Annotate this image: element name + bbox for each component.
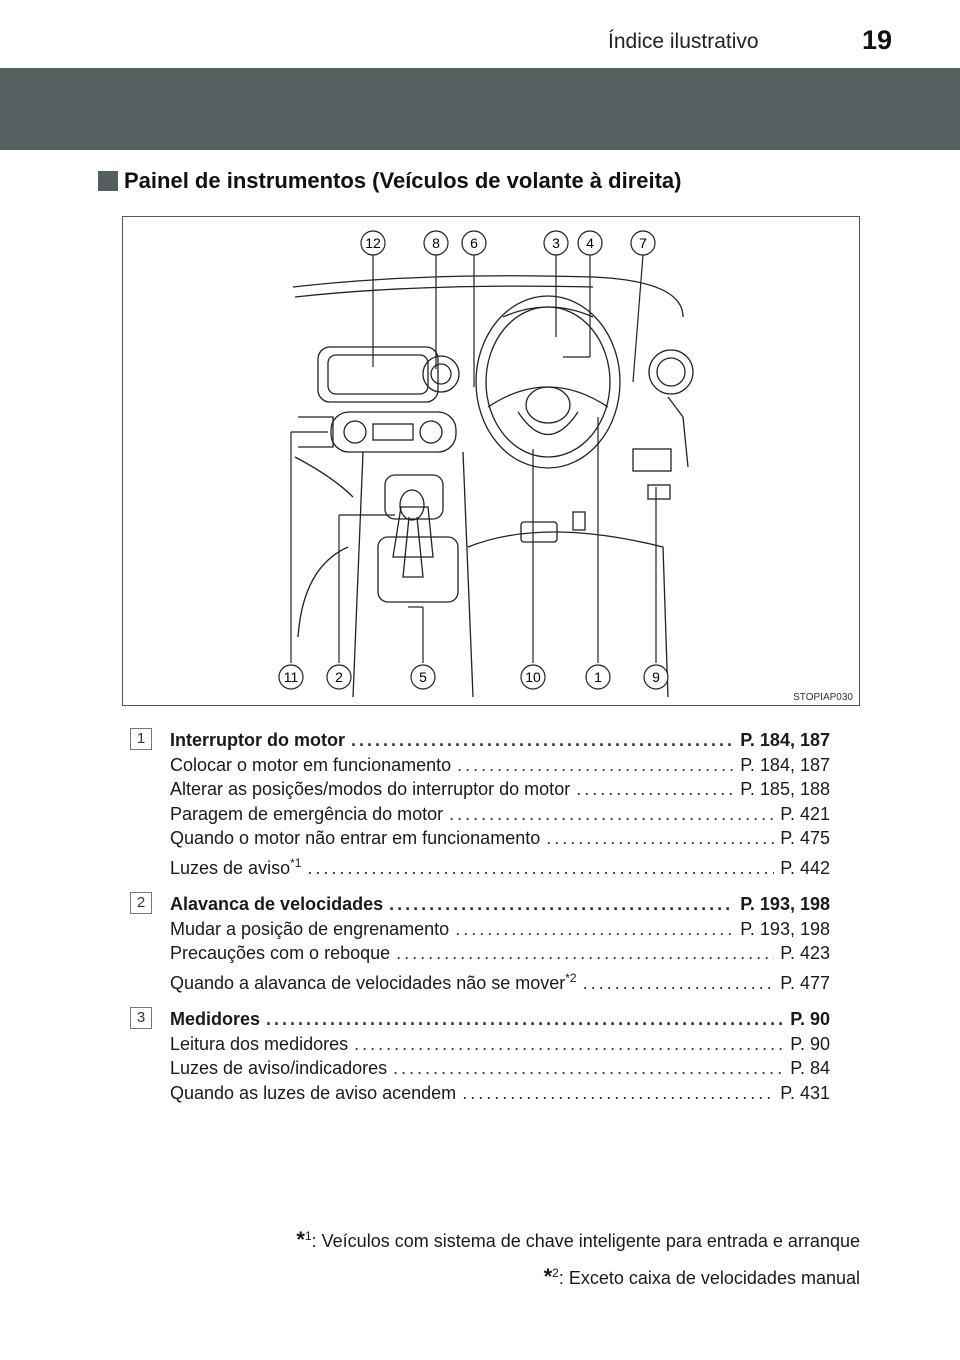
entry-number: 3 bbox=[130, 1007, 152, 1029]
entry-item: Precauções com o reboque ..... P. 423 bbox=[170, 941, 830, 966]
dashboard-illustration bbox=[122, 216, 860, 706]
dashboard-lines bbox=[293, 276, 693, 697]
page-header bbox=[0, 0, 960, 64]
svg-text:6: 6 bbox=[470, 235, 478, 251]
section-heading bbox=[98, 168, 682, 194]
entry-main-page: P. 184, 187 bbox=[740, 730, 830, 750]
svg-text:12: 12 bbox=[365, 235, 381, 251]
entry-list bbox=[130, 728, 830, 1117]
entry-main-row bbox=[170, 728, 830, 753]
entry-main-label: Medidores bbox=[170, 1009, 261, 1029]
svg-text:3: 3 bbox=[552, 235, 560, 251]
entry-main-label: Alavanca de velocidades bbox=[170, 894, 384, 914]
callout-10 bbox=[521, 665, 545, 689]
entry-main-page: P. 90 bbox=[790, 1009, 830, 1029]
entry-number: 2 bbox=[130, 892, 152, 914]
callout-3 bbox=[544, 231, 568, 255]
entry-item: Leitura dos medidores ..... P. 90 bbox=[170, 1032, 830, 1057]
callout-leaders bbox=[291, 255, 656, 663]
entry-item: Alterar as posições/modos do interruptor do motor ..... P. 185, 188 bbox=[170, 777, 830, 802]
entry-3 bbox=[130, 1007, 830, 1105]
callout-7 bbox=[631, 231, 655, 255]
callout-4 bbox=[578, 231, 602, 255]
callout-9 bbox=[644, 665, 668, 689]
callout-8 bbox=[424, 231, 448, 255]
figure-code: STOPIAP030 bbox=[793, 692, 853, 703]
footnote-1: *$^1$: Veículos com sistema de chave inteligente para entrada e arranque bbox=[296, 1227, 860, 1252]
callout-12 bbox=[361, 231, 385, 255]
callouts-top bbox=[361, 231, 655, 255]
entry-main-row bbox=[170, 892, 830, 917]
svg-text:11: 11 bbox=[283, 669, 299, 685]
page-number: 19 bbox=[862, 25, 893, 55]
svg-text:8: 8 bbox=[432, 235, 440, 251]
svg-text:1: 1 bbox=[594, 669, 602, 685]
callout-1 bbox=[586, 665, 610, 689]
callouts-bottom bbox=[279, 665, 668, 689]
callout-6 bbox=[462, 231, 486, 255]
entry-item: Luzes de aviso/indicadores ..... P. 84 bbox=[170, 1056, 830, 1081]
entry-item: Quando o motor não entrar em funcionamento ..... P. 475 bbox=[170, 826, 830, 851]
svg-text:2: 2 bbox=[335, 669, 343, 685]
entry-main-page: P. 193, 198 bbox=[740, 894, 830, 914]
entry-item: Quando as luzes de aviso acendem ..... P. 431 bbox=[170, 1081, 830, 1106]
bullet-square-icon bbox=[98, 171, 118, 191]
entry-2 bbox=[130, 892, 830, 995]
footnote-mark: *2 bbox=[565, 970, 577, 985]
svg-text:5: 5 bbox=[419, 669, 427, 685]
heading-title: Painel de instrumentos (Veículos de volante à direita) bbox=[124, 168, 682, 193]
entry-item: Luzes de aviso$^{*1}$ ..... P. 442 bbox=[170, 851, 830, 881]
svg-text:9: 9 bbox=[652, 669, 660, 685]
entry-item: Paragem de emergência do motor ..... P. 421 bbox=[170, 802, 830, 827]
entry-number: 1 bbox=[130, 728, 152, 750]
callout-11 bbox=[279, 665, 303, 689]
callout-5 bbox=[411, 665, 435, 689]
callout-2 bbox=[327, 665, 351, 689]
entry-main-row bbox=[170, 1007, 830, 1032]
svg-text:4: 4 bbox=[586, 235, 594, 251]
footnote-2: *$^2$: Exceto caixa de velocidades manual bbox=[543, 1264, 860, 1289]
entry-main-label: Interruptor do motor bbox=[170, 730, 345, 750]
entry-1 bbox=[130, 728, 830, 880]
entry-item: Mudar a posição de engrenamento ..... P. 193, 198 bbox=[170, 917, 830, 942]
footnote-mark: *1 bbox=[290, 855, 302, 870]
svg-text:10: 10 bbox=[525, 669, 541, 685]
dashboard-drawing bbox=[123, 217, 859, 705]
section-title: Índice ilustrativo bbox=[608, 30, 759, 53]
entry-item: Quando a alavanca de velocidades não se mover$^{*2}$ ..... P. 477 bbox=[170, 966, 830, 996]
entry-item: Colocar o motor em funcionamento ..... P. 184, 187 bbox=[170, 753, 830, 778]
footnotes bbox=[296, 1220, 860, 1294]
svg-text:7: 7 bbox=[639, 235, 647, 251]
header-band bbox=[0, 68, 960, 150]
